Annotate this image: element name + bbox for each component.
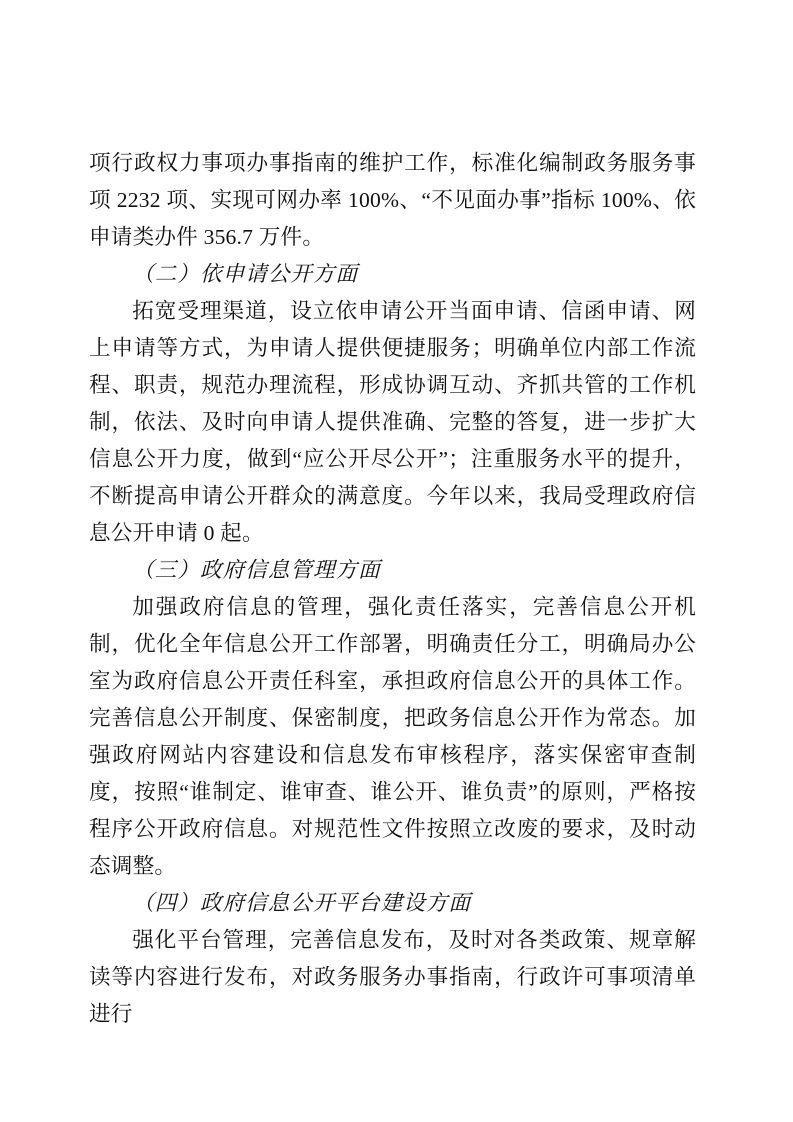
section-heading-4: （四）政府信息公开平台建设方面 — [132, 891, 472, 915]
paragraph-section-3: 加强政府信息的管理，强化责任落实，完善信息公开机制，优化全年信息公开工作部署，明确责任分工，明确局办公室为政府信息公开责任科室，承担政府信息公开的具体工作。完善信息公开制度、保密制度，把政务信息公开作为常态。加强政府网站内容建设和信息发布审核程序，落实保密审查制度，按照“谁制定、谁审查、谁公开、谁负责”的原则，严格按程序公开政府信息。对规范性文件按照立改废的要求，及时动态调整。 — [89, 595, 696, 878]
paragraph-continuation: 项行政权力事项办事指南的维护工作，标准化编制政务服务事项 2232 项、实现可网办率 100%、“不见面办事”指标 100%、依申请类办件 356.7 万件。 — [89, 151, 696, 249]
paragraph-section-4: 强化平台管理，完善信息发布，及时对各类政策、规章解读等内容进行发布，对政务服务办事指南，行政许可事项清单进行 — [89, 928, 696, 1026]
section-heading-2: （二）依申请公开方面 — [132, 262, 359, 286]
paragraph-section-2: 拓宽受理渠道，设立依申请公开当面申请、信函申请、网上申请等方式，为申请人提供便捷服务；明确单位内部工作流程、职责，规范办理流程，形成协调互动、齐抓共管的工作机制，依法、及时向申请人提供准确、完整的答复，进一步扩大信息公开力度，做到“应公开尽公开”；注重服务水平的提升，不断提高申请公开群众的满意度。今年以来，我局受理政府信息公开申请 0 起。 — [89, 299, 696, 545]
section-heading-3: （三）政府信息管理方面 — [132, 558, 381, 582]
